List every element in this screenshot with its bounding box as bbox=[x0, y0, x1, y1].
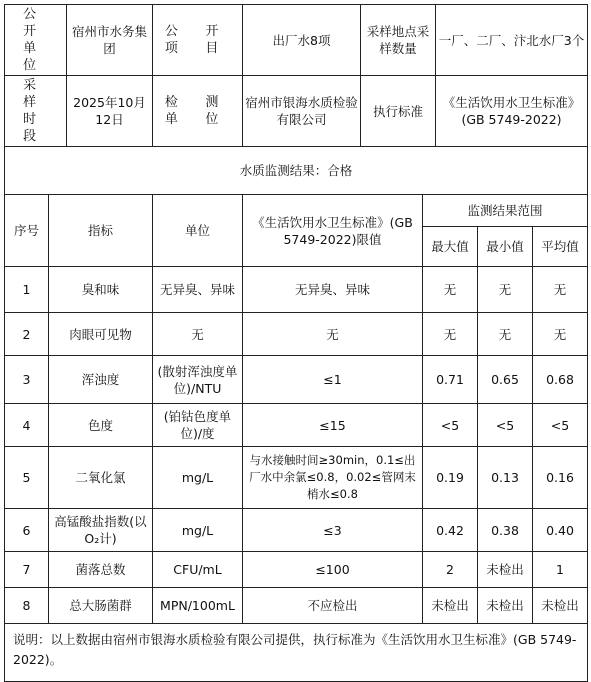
row-no: 7 bbox=[5, 552, 49, 588]
row-unit: mg/L bbox=[153, 447, 243, 509]
publish-unit-value: 宿州市水务集团 bbox=[67, 5, 153, 76]
table-row bbox=[5, 356, 588, 404]
publish-item-label: 公 开 项 目 bbox=[153, 5, 243, 76]
publish-unit-label: 公 开 单 位 bbox=[5, 5, 67, 76]
standard-value: 《生活饮用水卫生标准》(GB 5749-2022) bbox=[436, 76, 588, 147]
row-avg: 无 bbox=[533, 313, 588, 356]
row-limit: 无异臭、异味 bbox=[243, 267, 423, 313]
row-avg: 0.16 bbox=[533, 447, 588, 509]
row-limit: ≤3 bbox=[243, 509, 423, 552]
row-unit: (铂钴色度单位)/度 bbox=[153, 404, 243, 447]
sampling-site-value: 一厂、二厂、汴北水厂3个 bbox=[436, 5, 588, 76]
col-header-no: 序号 bbox=[5, 195, 49, 267]
row-limit: ≤15 bbox=[243, 404, 423, 447]
sampling-period-value: 2025年10月12日 bbox=[67, 76, 153, 147]
water-quality-report bbox=[4, 4, 587, 668]
row-no: 6 bbox=[5, 509, 49, 552]
row-min: 0.38 bbox=[478, 509, 533, 552]
row-no: 3 bbox=[5, 356, 49, 404]
table-row bbox=[5, 313, 588, 356]
row-min: 未检出 bbox=[478, 552, 533, 588]
table-row bbox=[5, 552, 588, 588]
row-avg: 1 bbox=[533, 552, 588, 588]
result-summary: 水质监测结果：合格 bbox=[5, 147, 588, 195]
row-indicator: 二氧化氯 bbox=[49, 447, 153, 509]
row-max: 0.19 bbox=[423, 447, 478, 509]
row-limit: ≤100 bbox=[243, 552, 423, 588]
row-limit: 无 bbox=[243, 313, 423, 356]
col-header-max: 最大值 bbox=[423, 227, 478, 267]
col-header-limit: 《生活饮用水卫生标准》(GB 5749-2022)限值 bbox=[243, 195, 423, 267]
row-avg: 0.40 bbox=[533, 509, 588, 552]
row-indicator: 总大肠菌群 bbox=[49, 588, 153, 624]
sampling-period-label: 采 样 时 段 bbox=[5, 76, 67, 147]
row-unit: 无异臭、异味 bbox=[153, 267, 243, 313]
row-no: 2 bbox=[5, 313, 49, 356]
row-indicator: 浑浊度 bbox=[49, 356, 153, 404]
row-no: 8 bbox=[5, 588, 49, 624]
row-indicator: 色度 bbox=[49, 404, 153, 447]
row-indicator: 肉眼可见物 bbox=[49, 313, 153, 356]
row-limit: 与水接触时间≥30min，0.1≤出厂水中余氯≤0.8，0.02≤管网末梢水≤0.8 bbox=[243, 447, 423, 509]
sampling-site-label: 采样地点采样数量 bbox=[361, 5, 436, 76]
col-header-indicator: 指标 bbox=[49, 195, 153, 267]
row-avg: <5 bbox=[533, 404, 588, 447]
row-min: 无 bbox=[478, 313, 533, 356]
row-max: <5 bbox=[423, 404, 478, 447]
testing-unit-label: 检 测 单 位 bbox=[153, 76, 243, 147]
row-min: <5 bbox=[478, 404, 533, 447]
row-max: 无 bbox=[423, 313, 478, 356]
footnote: 说明：以上数据由宿州市银海水质检验有限公司提供，执行标准为《生活饮用水卫生标准》(GB 5749-2022)。 bbox=[5, 624, 588, 682]
row-limit: 不应检出 bbox=[243, 588, 423, 624]
row-indicator: 高锰酸盐指数(以O₂计) bbox=[49, 509, 153, 552]
row-indicator: 臭和味 bbox=[49, 267, 153, 313]
row-no: 1 bbox=[5, 267, 49, 313]
header-table bbox=[4, 4, 588, 147]
table-row bbox=[5, 447, 588, 509]
table-row bbox=[5, 404, 588, 447]
row-min: 无 bbox=[478, 267, 533, 313]
row-unit: MPN/100mL bbox=[153, 588, 243, 624]
row-max: 2 bbox=[423, 552, 478, 588]
row-max: 0.71 bbox=[423, 356, 478, 404]
row-avg: 未检出 bbox=[533, 588, 588, 624]
row-unit: 无 bbox=[153, 313, 243, 356]
row-unit: mg/L bbox=[153, 509, 243, 552]
row-min: 未检出 bbox=[478, 588, 533, 624]
row-indicator: 菌落总数 bbox=[49, 552, 153, 588]
testing-unit-value: 宿州市银海水质检验有限公司 bbox=[243, 76, 361, 147]
standard-label: 执行标准 bbox=[361, 76, 436, 147]
row-min: 0.65 bbox=[478, 356, 533, 404]
row-max: 0.42 bbox=[423, 509, 478, 552]
col-header-unit: 单位 bbox=[153, 195, 243, 267]
table-row bbox=[5, 588, 588, 624]
table-row bbox=[5, 509, 588, 552]
row-min: 0.13 bbox=[478, 447, 533, 509]
row-max: 无 bbox=[423, 267, 478, 313]
results-table bbox=[4, 146, 588, 682]
col-header-min: 最小值 bbox=[478, 227, 533, 267]
row-unit: CFU/mL bbox=[153, 552, 243, 588]
row-avg: 无 bbox=[533, 267, 588, 313]
row-no: 5 bbox=[5, 447, 49, 509]
row-no: 4 bbox=[5, 404, 49, 447]
col-header-range: 监测结果范围 bbox=[423, 195, 588, 227]
publish-item-value: 出厂水8项 bbox=[243, 5, 361, 76]
row-limit: ≤1 bbox=[243, 356, 423, 404]
row-max: 未检出 bbox=[423, 588, 478, 624]
row-unit: (散射浑浊度单位)/NTU bbox=[153, 356, 243, 404]
table-row bbox=[5, 267, 588, 313]
row-avg: 0.68 bbox=[533, 356, 588, 404]
col-header-avg: 平均值 bbox=[533, 227, 588, 267]
